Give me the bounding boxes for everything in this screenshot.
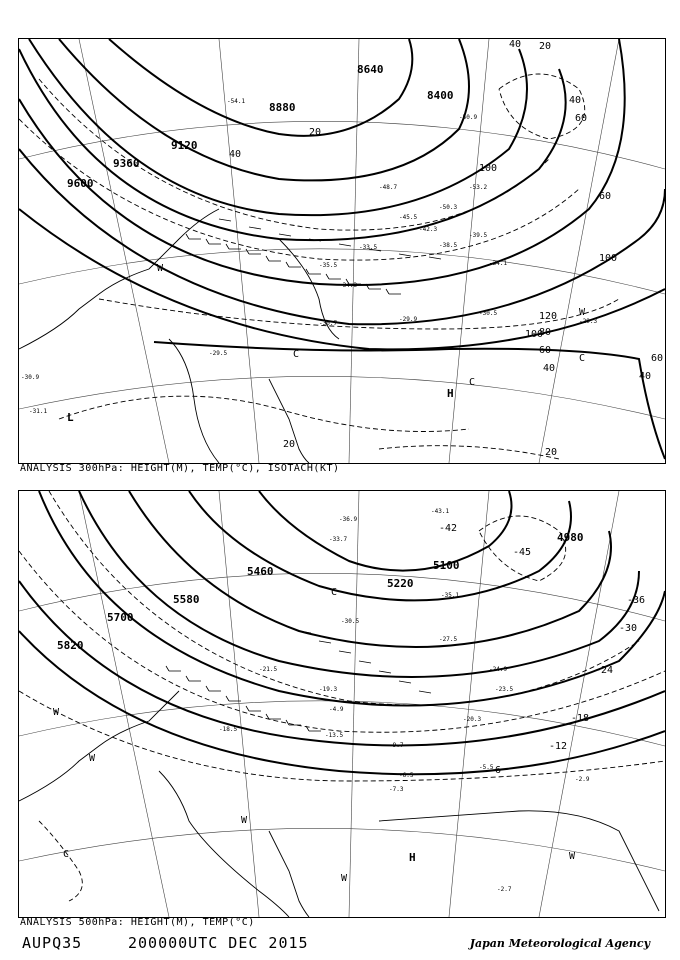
- height-labels: [57, 531, 584, 652]
- height-label: 5700: [107, 611, 134, 624]
- warm-marker: W: [341, 873, 348, 884]
- warm-marker: W: [53, 707, 60, 718]
- temp-obs: -13.5: [325, 732, 344, 739]
- isotach-label: 20: [545, 447, 558, 458]
- temp-obs: -30.9: [21, 374, 40, 381]
- bottom-caption: ANALYSIS 500hPa: HEIGHT(M), TEMP(°C): [20, 917, 255, 928]
- cold-marker: C: [331, 587, 338, 598]
- temp-obs: -9.7: [389, 742, 404, 749]
- temp-obs: -18.5: [219, 726, 238, 733]
- isotach-label: 100: [479, 163, 498, 174]
- temp-obs: -53.2: [469, 184, 488, 191]
- temp-obs: -54.1: [227, 98, 246, 105]
- temp-obs: -45.5: [399, 214, 418, 221]
- high-center: H: [409, 851, 416, 864]
- warm-marker: W: [157, 263, 164, 274]
- temp-obs: -23.5: [495, 686, 514, 693]
- temp-obs: -43.1: [431, 508, 450, 515]
- temp-obs: -6.5: [399, 772, 414, 779]
- temp-label: -45: [513, 547, 532, 558]
- map-300hpa: [18, 38, 666, 464]
- isotach-label: 20: [309, 127, 322, 138]
- cold-marker: C: [469, 377, 476, 388]
- temp-obs: -4.9: [329, 706, 344, 713]
- temp-obs: -2.7: [497, 886, 512, 893]
- height-label: 9120: [171, 139, 198, 152]
- temp-obs: -50.3: [439, 204, 458, 211]
- temp-label: -30: [619, 623, 638, 634]
- temp-obs: -29.3: [579, 318, 598, 325]
- height-label: 5580: [173, 593, 200, 606]
- temp-obs: -5.5: [479, 764, 494, 771]
- temp-obs: -19.3: [319, 686, 338, 693]
- temp-obs: -34.1: [489, 260, 508, 267]
- warm-marker: W: [241, 815, 248, 826]
- temp-label: -36: [627, 595, 646, 606]
- temp-label: -42: [439, 523, 458, 534]
- chart-code: AUPQ35: [22, 934, 83, 952]
- isotach-label: 20: [283, 439, 296, 450]
- low-center: L: [67, 411, 74, 424]
- map-300hpa-svg: [19, 39, 665, 463]
- height-label: 8400: [427, 89, 454, 102]
- temp-obs: -29.5: [209, 350, 228, 357]
- height-label: 9360: [113, 157, 140, 170]
- isotach-label: 100: [599, 253, 618, 264]
- height-label: 8880: [269, 101, 296, 114]
- warm-marker: W: [579, 307, 586, 318]
- height-label: 4980: [557, 531, 584, 544]
- warm-markers: [53, 707, 576, 884]
- agency-name: Japan Meteorological Agency: [469, 937, 650, 950]
- isotach-label: 60: [651, 353, 664, 364]
- temp-obs: -50.9: [459, 114, 478, 121]
- temp-obs: -30.5: [341, 618, 360, 625]
- isotach-label: 60: [599, 191, 612, 202]
- isotach-label: 20: [539, 41, 552, 52]
- pressure-centers: [409, 851, 416, 864]
- temp-labels: [439, 523, 645, 776]
- isotach-label: 40: [569, 95, 582, 106]
- temp-obs: -34.3: [339, 282, 358, 289]
- height-label: 5100: [433, 559, 460, 572]
- temp-obs: -30.7: [319, 320, 338, 327]
- isotach-label: 120: [539, 311, 558, 322]
- temp-obs: -24.9: [489, 666, 508, 673]
- temp-obs: -48.7: [379, 184, 398, 191]
- height-label: 8640: [357, 63, 384, 76]
- temp-obs: -38.5: [439, 242, 458, 249]
- isotach-label: 40: [509, 39, 522, 50]
- top-caption: ANALYSIS 300hPa: HEIGHT(M), TEMP(°C), ISOTACH(KT): [20, 463, 340, 474]
- temp-obs: -33.5: [359, 244, 378, 251]
- cold-marker: C: [579, 353, 586, 364]
- isotach-label: 60: [575, 113, 588, 124]
- valid-time: 200000UTC DEC 2015: [128, 934, 309, 952]
- warm-marker: W: [89, 753, 96, 764]
- temp-obs: -35.1: [441, 592, 460, 599]
- isotach-label: 40: [639, 371, 652, 382]
- isotach-label: 80: [539, 327, 552, 338]
- cold-marker: C: [293, 349, 300, 360]
- temp-obs: -35.5: [319, 262, 338, 269]
- temp-obs: -33.7: [329, 536, 348, 543]
- isotach-label: 60: [539, 345, 552, 356]
- temp-obs: -39.5: [469, 232, 488, 239]
- height-labels: [67, 63, 454, 190]
- temp-obs: -20.3: [463, 716, 482, 723]
- high-center: H: [447, 387, 454, 400]
- isotach-label: 40: [229, 149, 242, 160]
- height-label: 5220: [387, 577, 414, 590]
- temp-label: -24: [595, 665, 614, 676]
- isotach-label: 40: [543, 363, 556, 374]
- height-label: 5820: [57, 639, 84, 652]
- isotach-label: 100: [525, 329, 544, 340]
- warm-marker: W: [569, 851, 576, 862]
- temp-obs: -29.9: [399, 316, 418, 323]
- temp-obs: -27.5: [439, 636, 458, 643]
- temp-label: -6: [489, 765, 502, 776]
- temp-obs: -2.9: [575, 776, 590, 783]
- cold-marker: C: [63, 849, 70, 860]
- temp-obs: -36.9: [339, 516, 358, 523]
- temp-obs: -21.5: [259, 666, 278, 673]
- temp-label: -12: [549, 741, 568, 752]
- height-label: 5460: [247, 565, 274, 578]
- temp-obs: -7.3: [389, 786, 404, 793]
- temp-label: -18: [571, 713, 590, 724]
- temp-obs: -30.5: [479, 310, 498, 317]
- map-500hpa-svg: [19, 491, 665, 917]
- map-500hpa: [18, 490, 666, 918]
- temp-obs: -31.1: [29, 408, 48, 415]
- temp-obs: -42.3: [419, 226, 438, 233]
- pressure-centers: [67, 387, 454, 424]
- height-label: 9600: [67, 177, 94, 190]
